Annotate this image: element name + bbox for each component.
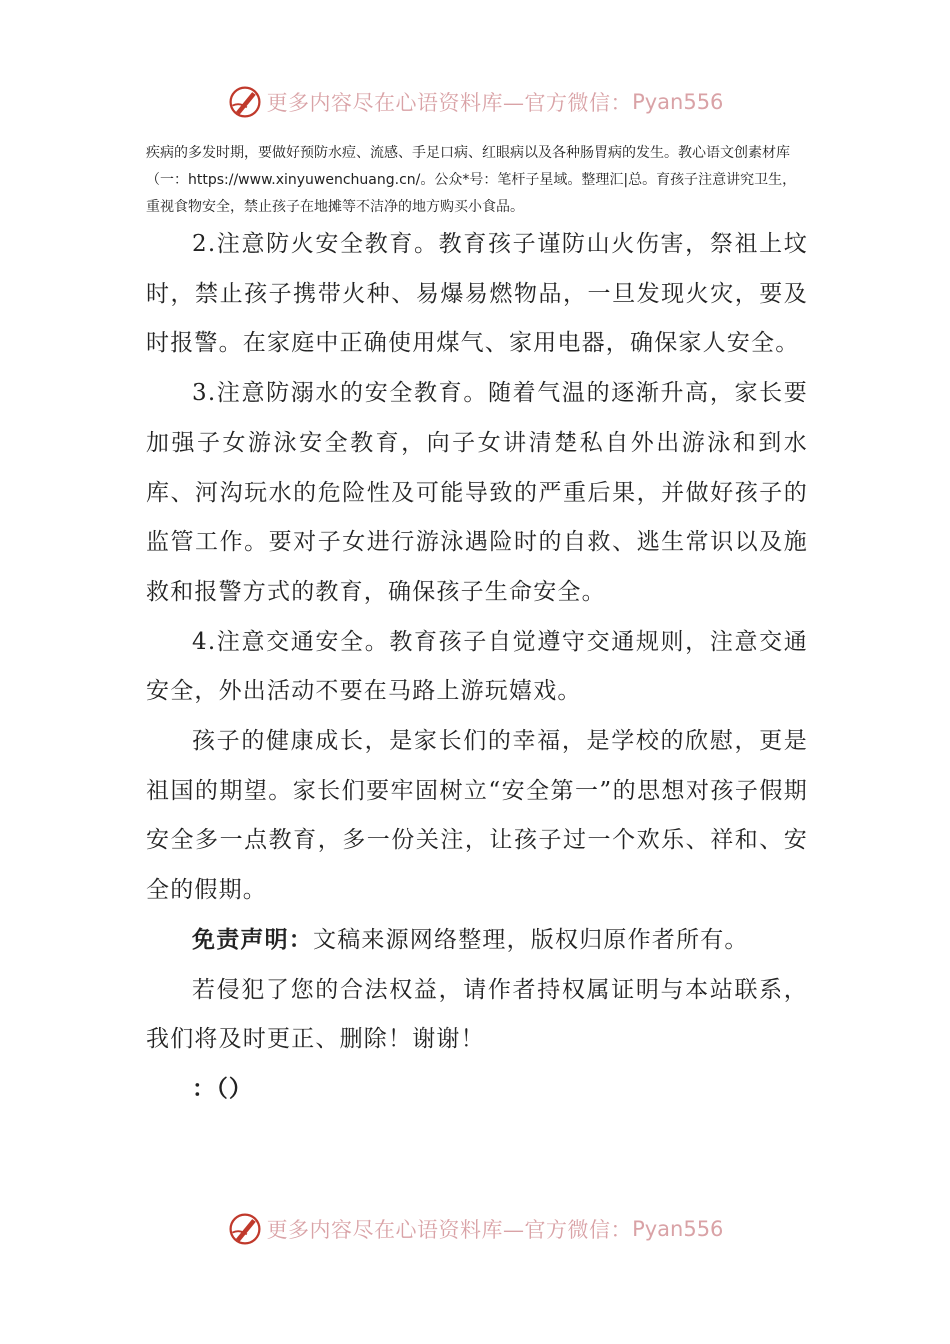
disclaimer-label: 免责声明： [192, 926, 313, 953]
disclaimer-text: 文稿来源网络整理，版权归原作者所有。 [313, 926, 749, 953]
bracket-line: ：（） [192, 1075, 254, 1102]
footer-banner-text: 更多内容尽在心语资料库—官方微信： [266, 1218, 633, 1242]
disclaimer-line [146, 916, 808, 966]
header-banner-text: 更多内容尽在心语资料库—官方微信： [266, 91, 633, 115]
pen-logo-icon [227, 84, 263, 120]
header-banner-handle: Pyan556 [632, 90, 724, 114]
paragraph-conclusion: 孩子的健康成长，是家长们的幸福，是学校的欣慰，更是祖国的期望。家长们要牢固树立“安全第一”的思想对孩子假期安全多一点教育，多一份关注，让孩子过一个欢乐、祥和、安全的假期。 [146, 728, 808, 904]
header-banner [0, 78, 950, 126]
document-body [146, 220, 808, 1115]
disclaimer-contact: 若侵犯了您的合法权益，请作者持权属证明与本站联系，我们将及时更正、删除！谢谢！ [146, 976, 808, 1053]
intro-small-text: 疾病的多发时期，要做好预防水痘、流感、手足口病、红眼病以及各种肠胃病的发生。教心语文创素材库（一：https://www.xinyuwenchuang.cn/。公众*号：笔杆子星域。整理汇|总。育孩子注意讲究卫生，重视食物安全，禁止孩子在地摊等不洁净的地方购买小食品。 [146, 145, 797, 215]
paragraph-fire-safety: 2.注意防火安全教育。教育孩子谨防山火伤害，祭祖上坟时，禁止孩子携带火种、易爆易燃物品，一旦发现火灾，要及时报警。在家庭中正确使用煤气、家用电器，确保家人安全。 [146, 231, 808, 357]
footer-banner-handle: Pyan556 [632, 1217, 724, 1241]
paragraph-drowning-safety: 3.注意防溺水的安全教育。随着气温的逐渐升高，家长要加强子女游泳安全教育，向子女讲清楚私自外出游泳和到水库、河沟玩水的危险性及可能导致的严重后果，并做好孩子的监管工作。要对子女进行游泳遇险时的自救、逃生常识以及施救和报警方式的教育，确保孩子生命安全。 [146, 380, 808, 605]
paragraph-traffic-safety: 4.注意交通安全。教育孩子自觉遵守交通规则，注意交通安全，外出活动不要在马路上游玩嬉戏。 [146, 628, 808, 705]
footer-banner [0, 1205, 950, 1253]
pen-logo-icon [227, 1211, 263, 1247]
